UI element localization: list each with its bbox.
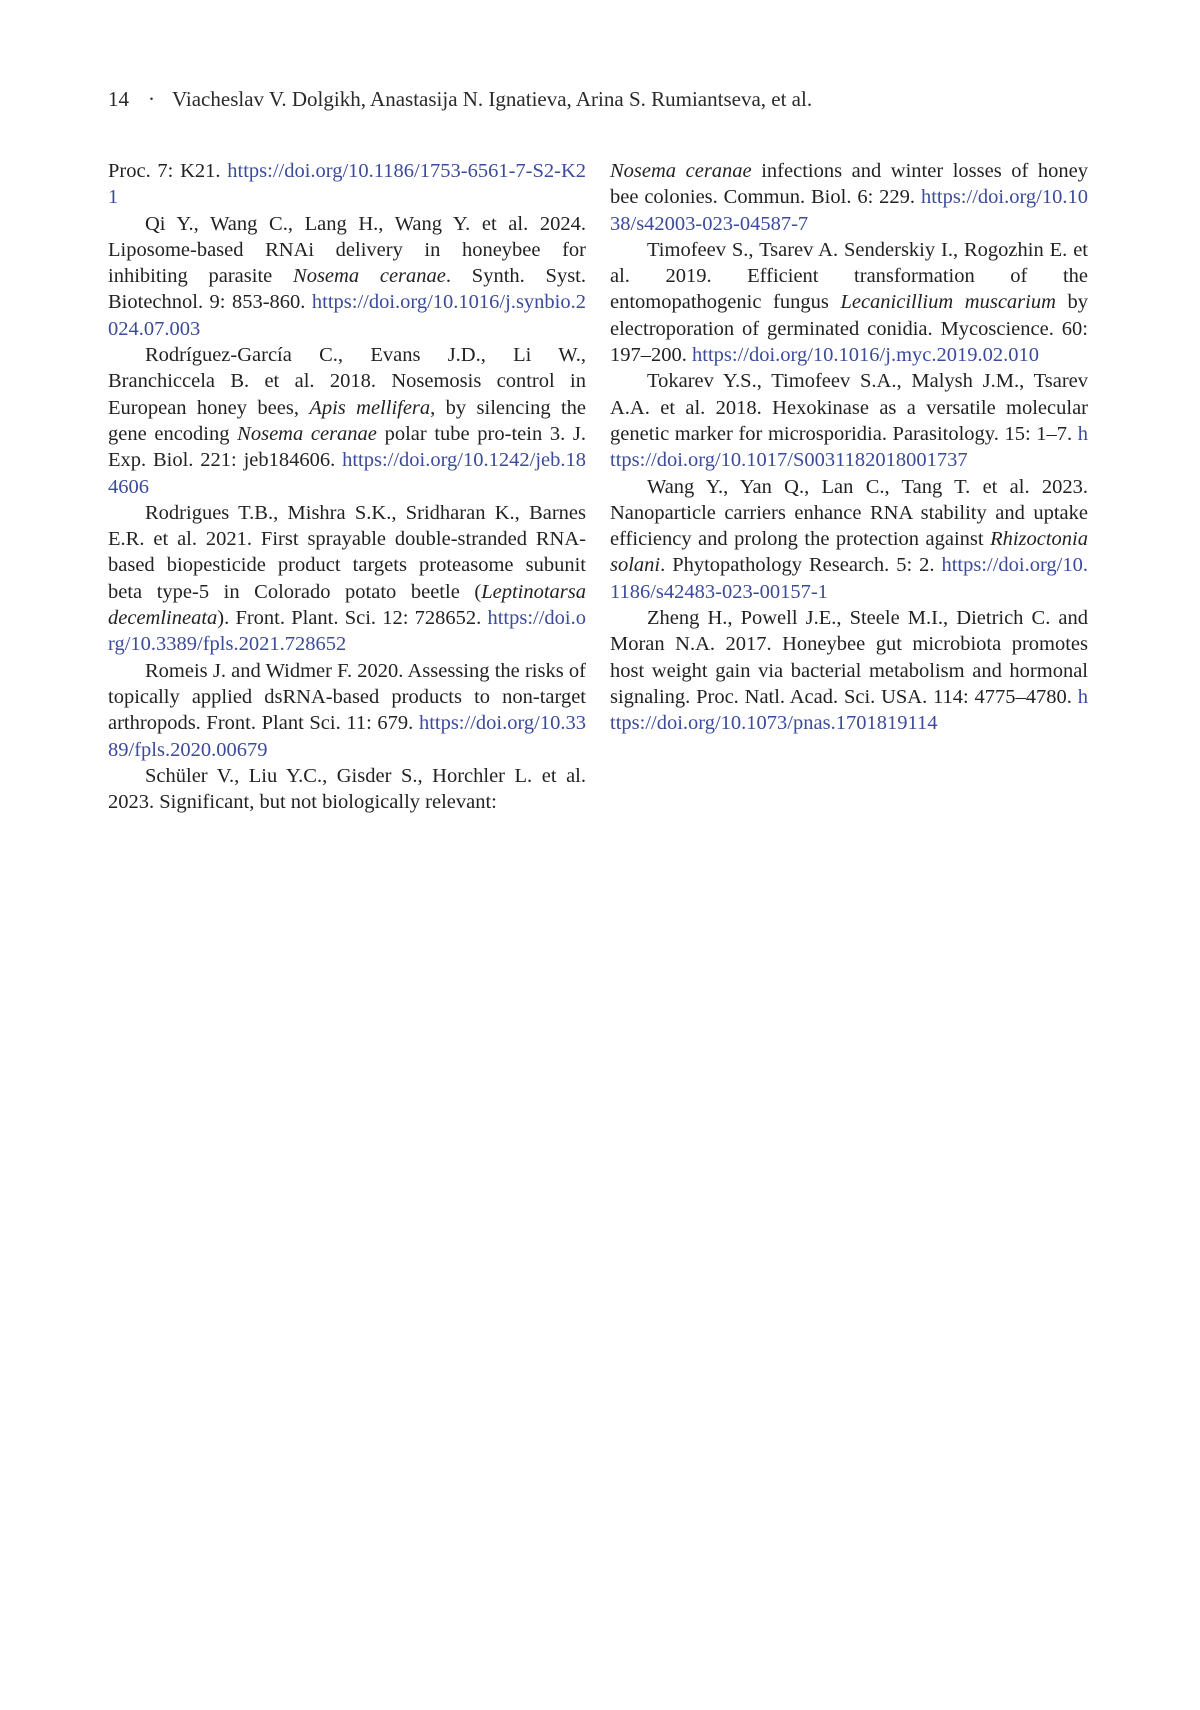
doi-link[interactable]: https://doi.org/10.1016/j.myc.2019.02.010 (692, 344, 1039, 367)
reference-text: Tokarev Y.S., Timofeev S.A., Malysh J.M., Tsarev A.A. et al. 2018. Hexokinase as a versatile molecular genetic marker for microsporidia. Parasitology. 15: 1–7. (610, 370, 1088, 445)
reference-text: Proc. 7: K21. (108, 160, 228, 182)
header-separator: · (148, 87, 155, 111)
references-left-column (108, 158, 586, 815)
header-authors: Viacheslav V. Dolgikh, Anastasija N. Ignatieva, Arina S. Rumiantseva, et al. (172, 87, 813, 111)
reference-text: Romeis J. and Widmer F. 2020. Assessing the risks of topically applied dsRNA-based products to non-target arthropods. Front. Plant Sci. 11: 679. (108, 659, 586, 735)
reference-text: . Phytopathology Research. 5: 2. (660, 554, 942, 577)
reference-text: Timofeev S., Tsarev A. Senderskiy I., Rogozhin E. et al. 2019. Efficient transformation of the entomopathogenic fungus (610, 238, 1088, 314)
species-name: Lecanicillium muscarium (840, 291, 1056, 314)
reference-text: infections and winter losses of honey bee colonies. Commun. Biol. 6: 229. (610, 160, 1088, 209)
reference-entry (108, 158, 586, 211)
species-name: Nosema ceranae (293, 265, 446, 288)
reference-entry (610, 474, 1088, 605)
reference-text: , by silencing the gene encoding (108, 396, 586, 445)
reference-text: ). Front. Plant. Sci. 12: 728652. (217, 607, 488, 630)
reference-text: . Synth. Syst. Biotechnol. 9: 853-860. (108, 265, 586, 314)
references-right-column (610, 158, 1088, 737)
reference-text: Wang Y., Yan Q., Lan C., Tang T. et al. 2023. Nanoparticle carriers enhance RNA stability and uptake efficiency and prolong the protection against (610, 475, 1088, 551)
reference-entry (108, 763, 586, 816)
reference-entry (108, 342, 586, 500)
reference-entry (108, 500, 586, 658)
species-name: Nosema ceranae (237, 422, 377, 445)
reference-text: Zheng H., Powell J.E., Steele M.I., Dietrich C. and Moran N.A. 2017. Honeybee gut microbiota promotes host weight gain via bacterial metabolism and hormonal signaling. Proc. Natl. Acad. Sci. USA. 114: 4775–4780. (610, 607, 1088, 708)
running-header (108, 84, 812, 114)
reference-entry (610, 605, 1088, 736)
reference-entry (610, 158, 1088, 237)
reference-entry (108, 658, 586, 763)
reference-entry (610, 368, 1088, 473)
doi-link[interactable]: https://doi.org/10.3389/fpls.2020.00679 (108, 712, 586, 761)
doi-link[interactable]: https://doi.org/10.1016/j.synbio.2024.07.003 (108, 291, 586, 340)
doi-link[interactable]: https://doi.org/10.3389/fpls.2021.728652 (108, 607, 586, 656)
doi-link[interactable]: https://doi.org/10.1073/pnas.1701819114 (610, 685, 1088, 735)
doi-link[interactable]: https://doi.org/10.1186/s42483-023-00157-1 (610, 554, 1088, 603)
reference-text: Rodrigues T.B., Mishra S.K., Sridharan K., Barnes E.R. et al. 2021. First sprayable double-stranded RNA-based biopesticide product targets proteasome subunit beta type-5 in Colorado potato beetle ( (108, 501, 586, 603)
reference-text: polar tube pro-tein 3. J. Exp. Biol. 221: jeb184606. (108, 422, 586, 472)
species-name: Leptinotarsa decemlineata (108, 580, 586, 630)
doi-link[interactable]: https://doi.org/10.1242/jeb.184606 (108, 449, 586, 498)
species-name: Nosema ceranae (610, 160, 752, 182)
page-number: 14 (108, 87, 129, 111)
reference-entry (610, 237, 1088, 368)
reference-entry (108, 211, 586, 342)
doi-link[interactable]: https://doi.org/10.1186/1753-6561-7-S2-K21 (108, 160, 586, 209)
reference-text: Schüler V., Liu Y.C., Gisder S., Horchler L. et al. 2023. Significant, but not biologically relevant: (108, 764, 586, 814)
doi-link[interactable]: https://doi.org/10.1038/s42003-023-04587-7 (610, 186, 1088, 235)
species-name: Apis mellifera (309, 396, 431, 419)
reference-text: Qi Y., Wang C., Lang H., Wang Y. et al. 2024. Liposome-based RNAi delivery in honeybee for inhibiting parasite (108, 212, 586, 288)
doi-link[interactable]: https://doi.org/10.1017/S0031182018001737 (610, 422, 1088, 472)
species-name: Rhizoctonia solani (610, 528, 1088, 577)
reference-text: by electroporation of germinated conidia. Mycoscience. 60: 197–200. (610, 291, 1089, 367)
reference-text: Rodríguez-García C., Evans J.D., Li W., Branchiccela B. et al. 2018. Nosemosis control in European honey bees, (108, 344, 586, 419)
